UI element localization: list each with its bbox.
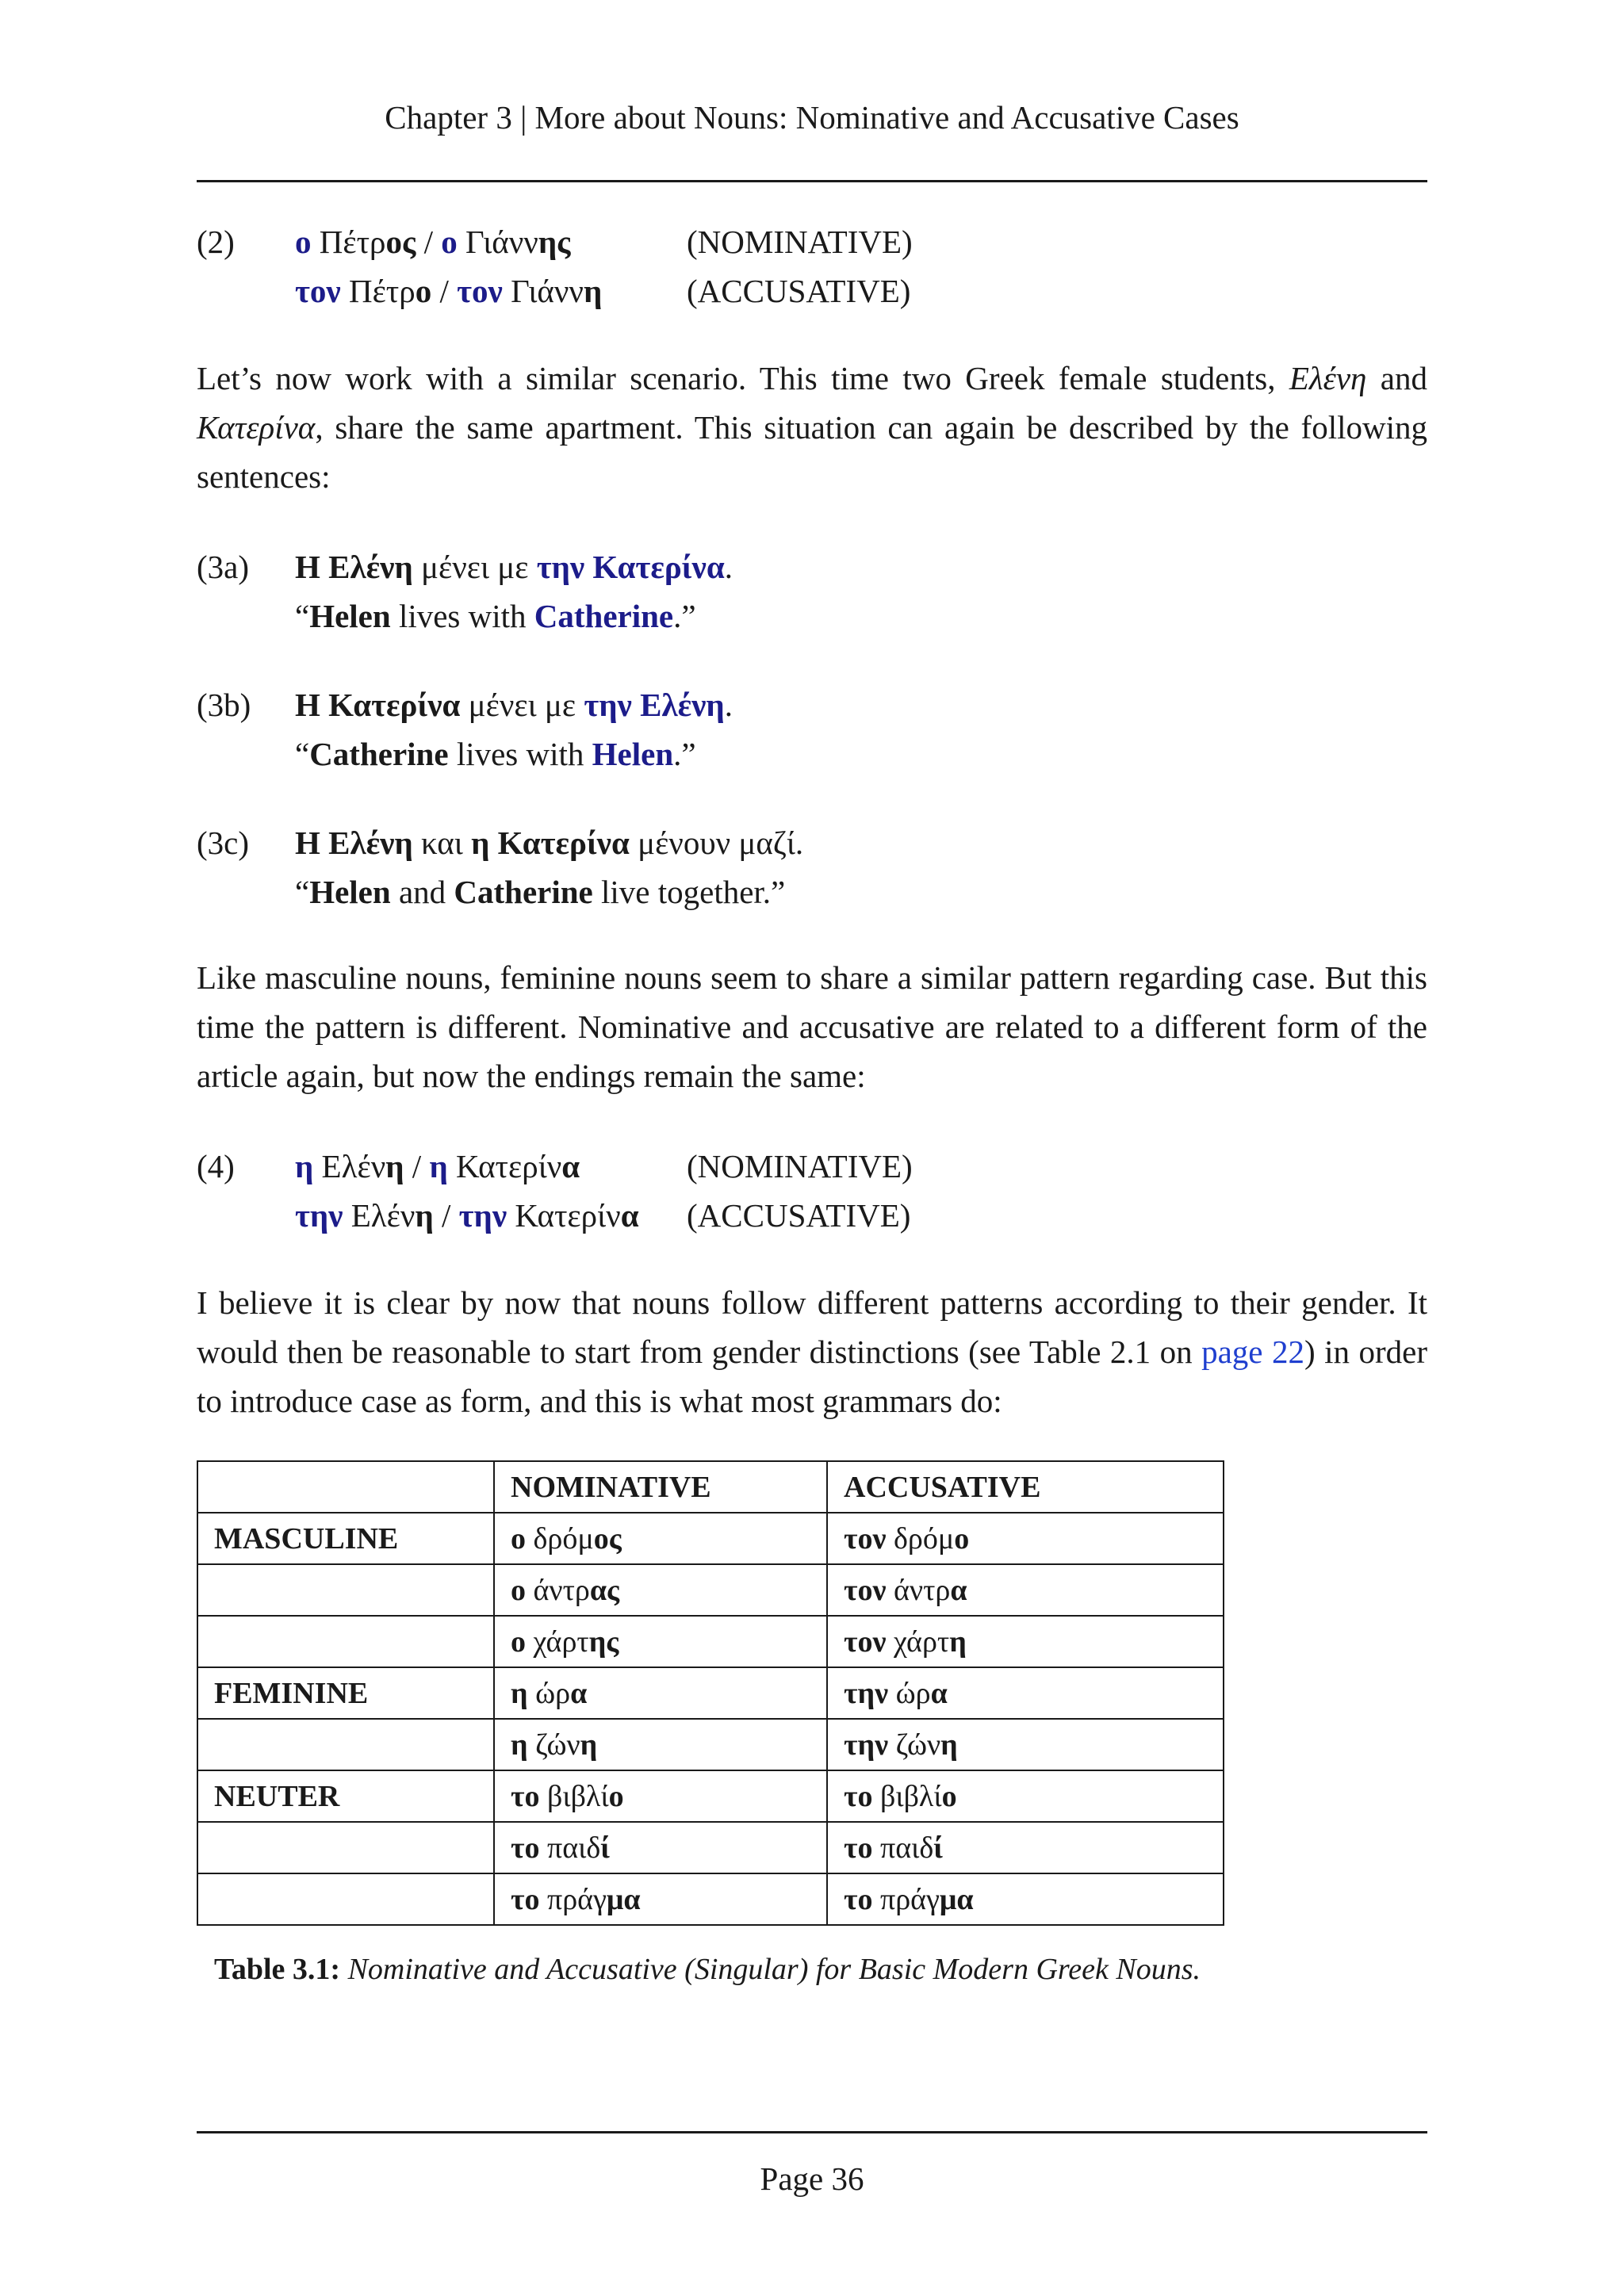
article: το [844, 1831, 873, 1865]
separator: / [431, 273, 458, 309]
stem: παιδ [539, 1831, 601, 1865]
greek-sentence [295, 818, 803, 867]
ending: μα [606, 1882, 641, 1916]
example-line-nominative [295, 1142, 580, 1191]
caption-label: Table 3.1: [214, 1953, 341, 1986]
ending: μα [939, 1882, 974, 1916]
ending: ί [600, 1831, 611, 1865]
table-row [197, 1873, 1224, 1925]
example-number: (2) [197, 224, 235, 260]
accusative-cell [827, 1770, 1224, 1822]
object: Helen [592, 736, 674, 772]
subject: Helen [309, 874, 391, 910]
text: and [1366, 360, 1427, 396]
accusative-cell [827, 1719, 1224, 1770]
article: ο [511, 1573, 526, 1607]
stem: άντρ [526, 1573, 590, 1607]
ending: α [930, 1676, 948, 1710]
separator: / [404, 1148, 430, 1184]
ending: η [415, 1197, 434, 1234]
gender-cell: MASCULINE [197, 1513, 494, 1564]
ending: ί [933, 1831, 944, 1865]
nominative-cell [494, 1770, 827, 1822]
nominative-cell [494, 1667, 827, 1719]
stem: ώρ [527, 1676, 571, 1710]
article: το [511, 1882, 540, 1916]
stem: Ελέν [313, 1148, 386, 1184]
gender-cell: NEUTER [197, 1770, 494, 1822]
ending: ος [593, 1521, 622, 1556]
text: live together.” [592, 874, 786, 910]
article: τον [844, 1521, 887, 1556]
article: τον [844, 1573, 887, 1607]
gender-cell [197, 1822, 494, 1873]
gender-cell: FEMININE [197, 1667, 494, 1719]
article: το [844, 1882, 873, 1916]
table-row [197, 1564, 1224, 1616]
stem: Κατερίν [507, 1197, 621, 1234]
stem: παιδ [872, 1831, 934, 1865]
example-line-nominative [295, 217, 570, 266]
ending: ο [954, 1521, 970, 1556]
ending: η [580, 1728, 598, 1762]
text: lives with [448, 736, 592, 772]
text: “ [295, 736, 310, 772]
article: η [295, 1148, 314, 1184]
column-header: ACCUSATIVE [827, 1461, 1224, 1513]
stem: Γιάνν [502, 273, 584, 309]
page-header: Chapter 3 | More about Nouns: Nominative and Accusative Cases [385, 99, 1239, 136]
accusative-cell [827, 1667, 1224, 1719]
ending: ος [385, 224, 416, 260]
stem: δρόμ [886, 1521, 955, 1556]
greek-name: Ελένη [1289, 360, 1367, 396]
nominative-cell [494, 1513, 827, 1564]
example-number: (4) [197, 1148, 235, 1184]
gender-cell [197, 1564, 494, 1616]
text: and [390, 874, 454, 910]
stem: άντρ [886, 1573, 951, 1607]
article: την [844, 1728, 889, 1762]
stem: ζών [888, 1728, 941, 1762]
article: η [429, 1148, 448, 1184]
ending: η [385, 1148, 404, 1184]
page-footer: Page 36 [760, 2160, 864, 2197]
gender-cell [197, 1873, 494, 1925]
paragraph-3 [197, 1278, 1427, 1425]
stem: ζών [527, 1728, 580, 1762]
article: η [511, 1728, 528, 1762]
ending: η [940, 1728, 958, 1762]
paragraph-2: Like masculine nouns, feminine nouns seem to share a similar pattern regarding case. But this time the pattern is different. Nominative and accusative are related to a different form of the article again, but now the endings remain the same: [197, 959, 1427, 1094]
separator: / [433, 1197, 459, 1234]
accusative-cell [827, 1616, 1224, 1667]
text: μένει με [412, 549, 537, 585]
subject: Helen [309, 598, 391, 634]
nominative-cell [494, 1564, 827, 1616]
stem: Γιάνν [457, 224, 538, 260]
stem: πράγ [539, 1882, 607, 1916]
text: “ [295, 874, 310, 910]
stem: χάρτ [526, 1624, 589, 1659]
example-number: (3c) [197, 825, 250, 861]
text: μένουν μαζί. [629, 825, 804, 861]
paragraph-1 [197, 354, 1427, 501]
stem: χάρτ [886, 1624, 950, 1659]
text: Let’s now work with a similar scenario. This time two Greek female students, [197, 360, 1289, 396]
subject: Catherine [309, 736, 449, 772]
stem: πράγ [872, 1882, 940, 1916]
ending: ας [589, 1573, 620, 1607]
subject: η Κατερίνα [471, 825, 630, 861]
ending: ο [415, 273, 432, 309]
ending: α [620, 1197, 639, 1234]
case-label: (NOMINATIVE) [687, 1148, 913, 1184]
article: ο [511, 1624, 526, 1659]
case-label: (ACCUSATIVE) [687, 273, 911, 309]
article: τον [844, 1624, 887, 1659]
text: και [412, 825, 472, 861]
object: την Ελένη [584, 687, 725, 723]
table-row [197, 1822, 1224, 1873]
stem: Κατερίν [447, 1148, 562, 1184]
accusative-cell [827, 1822, 1224, 1873]
object: την Κατερίνα [536, 549, 725, 585]
table-row [197, 1667, 1224, 1719]
ending: η [583, 273, 603, 309]
greek-sentence [295, 542, 733, 591]
article: την [458, 1197, 508, 1234]
text: .” [673, 598, 696, 634]
subject: Η Ελένη [295, 549, 413, 585]
stem: ώρ [888, 1676, 931, 1710]
stem: δρόμ [526, 1521, 594, 1556]
article: η [511, 1676, 528, 1710]
ending: α [950, 1573, 967, 1607]
gender-cell [197, 1616, 494, 1667]
separator: / [416, 224, 442, 260]
table-row [197, 1770, 1224, 1822]
stem: Ελέν [343, 1197, 416, 1234]
article: την [844, 1676, 889, 1710]
text: . [724, 687, 733, 723]
page-link[interactable]: page 22 [1201, 1334, 1304, 1370]
ending: ο [941, 1779, 957, 1813]
example-number: (3a) [197, 549, 250, 585]
nominative-cell [494, 1616, 827, 1667]
article: ο [511, 1521, 526, 1556]
article: τον [295, 273, 341, 309]
greek-sentence [295, 680, 733, 729]
text: I believe it is clear by now that nouns follow different patterns according to their gender. It would then be reasonable to start from gender distinctions (see Table 2.1 on [197, 1284, 1427, 1370]
greek-name: Κατερίνα [197, 409, 316, 446]
stem: Πέτρ [311, 224, 386, 260]
accusative-cell [827, 1564, 1224, 1616]
table-header-row [197, 1461, 1224, 1513]
ending: α [561, 1148, 580, 1184]
object: Catherine [534, 598, 674, 634]
caption-text: Nominative and Accusative (Singular) for Basic Modern Greek Nouns. [340, 1953, 1201, 1986]
english-translation [295, 729, 696, 779]
article: ο [295, 224, 312, 260]
nominative-cell [494, 1719, 827, 1770]
accusative-cell [827, 1873, 1224, 1925]
english-translation [295, 591, 696, 641]
nominative-cell [494, 1822, 827, 1873]
ending: ης [538, 224, 571, 260]
ending: η [949, 1624, 967, 1659]
subject: Η Κατερίνα [295, 687, 461, 723]
text: .” [673, 736, 696, 772]
example-number: (3b) [197, 687, 251, 723]
article: το [844, 1779, 873, 1813]
column-header [197, 1461, 494, 1513]
text: μένει με [460, 687, 584, 723]
ending: ης [588, 1624, 619, 1659]
table-row [197, 1616, 1224, 1667]
text: , share the same apartment. This situation can again be described by the following sentences: [197, 409, 1427, 495]
case-label: (ACCUSATIVE) [687, 1197, 911, 1234]
example-line-accusative [295, 1191, 639, 1240]
stem: Πέτρ [340, 273, 416, 309]
case-label: (NOMINATIVE) [687, 224, 913, 260]
text: “ [295, 598, 310, 634]
ending: α [570, 1676, 588, 1710]
case-table [197, 1460, 1224, 1926]
stem: βιβλί [872, 1779, 942, 1813]
article: το [511, 1779, 540, 1813]
table-caption [214, 1946, 1201, 1993]
english-translation [295, 867, 785, 916]
header-rule [197, 180, 1427, 182]
column-header: NOMINATIVE [494, 1461, 827, 1513]
table-row [197, 1513, 1224, 1564]
table-row [197, 1719, 1224, 1770]
ending: ο [608, 1779, 624, 1813]
text: . [724, 549, 733, 585]
article: το [511, 1831, 540, 1865]
gender-cell [197, 1719, 494, 1770]
article: την [295, 1197, 343, 1234]
footer-rule [197, 2131, 1427, 2133]
accusative-cell [827, 1513, 1224, 1564]
article: ο [441, 224, 458, 260]
nominative-cell [494, 1873, 827, 1925]
example-line-accusative [295, 266, 602, 316]
text: lives with [390, 598, 534, 634]
stem: βιβλί [539, 1779, 609, 1813]
subject: Η Ελένη [295, 825, 413, 861]
subject: Catherine [454, 874, 593, 910]
text: ) in order to introduce case as form, and this is what most grammars do: [197, 1334, 1427, 1419]
article: τον [457, 273, 503, 309]
